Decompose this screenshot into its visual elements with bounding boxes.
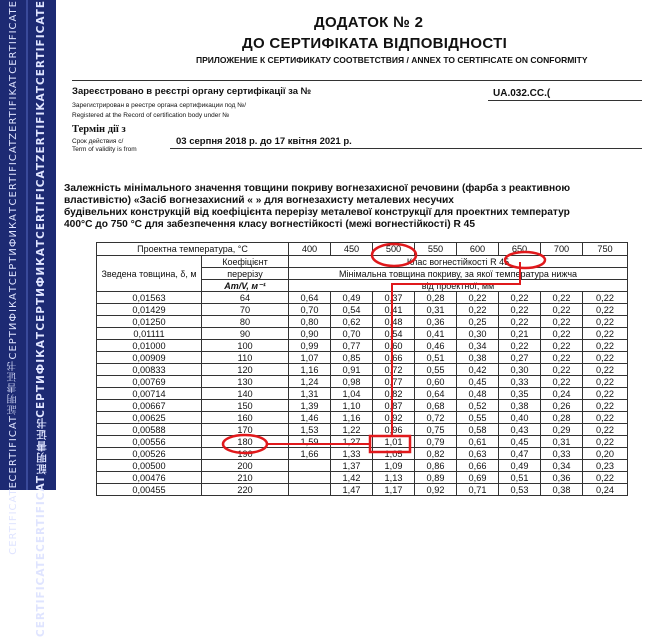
min-thickness-cell: 0,27 — [499, 352, 541, 364]
min-thickness-cell: 0,77 — [373, 376, 415, 388]
watermark-text: CERTIFICAT — [35, 162, 47, 239]
thickness-cell: 0,00455 — [97, 484, 202, 496]
min-thickness-cell: 0,34 — [457, 340, 499, 352]
fire-class-header: Клас вогнестійкості R 45 — [289, 256, 628, 268]
min-thickness-cell: 0,41 — [373, 304, 415, 316]
min-thickness-cell: 0,60 — [373, 340, 415, 352]
min-thickness-cell: 0,70 — [331, 328, 373, 340]
registration-label-en: Registered at the Record of certification body under № — [72, 112, 230, 119]
term-label-ru: Срок действия с/ — [72, 138, 124, 145]
watermark-text: 証明書 — [7, 381, 19, 415]
min-thickness-cell: 0,66 — [373, 352, 415, 364]
min-thickness-cell: 0,53 — [499, 484, 541, 496]
thickness-cell: 0,01000 — [97, 340, 202, 352]
table-row — [97, 304, 628, 316]
min-thickness-cell: 1,66 — [289, 448, 331, 460]
min-thickness-cell: 0,64 — [415, 388, 457, 400]
thickness-cell: 0,00909 — [97, 352, 202, 364]
table-row — [97, 328, 628, 340]
min-thickness-cell: 0,25 — [457, 316, 499, 328]
temp-cell: 750 — [583, 243, 628, 256]
min-thickness-cell: 1,22 — [331, 424, 373, 436]
min-thickness-cell: 0,33 — [541, 448, 583, 460]
min-thickness-cell: 0,55 — [457, 412, 499, 424]
min-thickness-cell: 0,35 — [499, 388, 541, 400]
min-thickness-cell: 0,30 — [499, 364, 541, 376]
thickness-cell: 0,01250 — [97, 316, 202, 328]
min-thickness-cell: 0,46 — [415, 340, 457, 352]
min-thickness-cell: 0,22 — [583, 412, 628, 424]
watermark-text: CERTIFICATE — [35, 551, 47, 637]
watermark-text: CERTIFICAT — [7, 414, 19, 481]
section-factor-header-1: Коефіцієнт — [202, 256, 289, 268]
section-factor-header-3: Am/V, м⁻¹ — [202, 280, 289, 292]
min-thickness-cell: 0,61 — [457, 436, 499, 448]
min-thickness-cell: 0,86 — [415, 460, 457, 472]
watermark-text: CERTIFICATE — [7, 0, 19, 74]
section-factor-cell: 210 — [202, 472, 289, 484]
min-thickness-cell: 0,22 — [499, 304, 541, 316]
min-thickness-cell: 0,22 — [583, 292, 628, 304]
annex-subtitle: ДО СЕРТИФІКАТА ВІДПОВІДНОСТІ — [242, 35, 508, 52]
min-thickness-cell: 0,51 — [415, 352, 457, 364]
registration-label-ua: Зареєстровано в реєстрі органу сертифікації за № — [72, 86, 312, 97]
thickness-table — [96, 242, 628, 496]
term-label-ua: Термін дії з — [72, 124, 126, 135]
min-thickness-cell: 0,92 — [415, 484, 457, 496]
min-thickness-cell: 0,69 — [457, 472, 499, 484]
min-thickness-cell: 0,77 — [331, 340, 373, 352]
min-thickness-cell: 0,52 — [457, 400, 499, 412]
min-thickness-cell: 1,05 — [373, 448, 415, 460]
min-thickness-cell: 0,99 — [289, 340, 331, 352]
min-thickness-cell: 0,22 — [583, 400, 628, 412]
section-factor-cell: 64 — [202, 292, 289, 304]
watermark-text: ZERTIFIKAT — [7, 73, 19, 140]
min-thickness-cell — [289, 484, 331, 496]
section-factor-cell: 100 — [202, 340, 289, 352]
min-thickness-cell: 1,16 — [289, 364, 331, 376]
thickness-cell: 0,00526 — [97, 448, 202, 460]
annex-translation: ПРИЛОЖЕНИЕ К СЕРТИФИКАТУ СООТВЕТСТВИЯ / ANNEX TO CERTIFICATE ON CONFORMITY — [196, 55, 588, 65]
table-row — [97, 376, 628, 388]
section-factor-cell: 220 — [202, 484, 289, 496]
min-thickness-cell: 0,22 — [457, 304, 499, 316]
min-thickness-cell: 0,22 — [541, 316, 583, 328]
temperature-label: Проектна температура, °С — [97, 243, 289, 256]
min-thickness-cell: 0,22 — [541, 352, 583, 364]
min-thickness-cell: 0,29 — [541, 424, 583, 436]
section-factor-header-2: перерізу — [202, 268, 289, 280]
min-thickness-cell: 0,22 — [583, 328, 628, 340]
annex-title: ДОДАТОК № 2 — [314, 14, 424, 31]
min-thickness-cell: 1,39 — [289, 400, 331, 412]
min-thickness-cell: 1,07 — [289, 352, 331, 364]
min-thickness-cell: 0,98 — [331, 376, 373, 388]
table-row — [97, 340, 628, 352]
min-thickness-cell: 1,01 — [373, 436, 415, 448]
min-thickness-cell: 0,40 — [499, 412, 541, 424]
min-thickness-cell: 0,72 — [415, 412, 457, 424]
temp-cell: 600 — [457, 243, 499, 256]
watermark-text: СЕРТИФИКАТ — [35, 239, 47, 331]
min-thickness-cell: 0,48 — [457, 388, 499, 400]
temp-cell: 650 — [499, 243, 541, 256]
section-factor-cell: 190 — [202, 448, 289, 460]
rule-regnum — [488, 100, 642, 101]
min-thickness-cell: 0,89 — [415, 472, 457, 484]
min-thickness-cell: 0,72 — [373, 364, 415, 376]
temp-cell: 450 — [331, 243, 373, 256]
min-thickness-cell: 0,92 — [373, 412, 415, 424]
strip-divider — [26, 0, 28, 490]
min-thickness-cell: 0,22 — [583, 424, 628, 436]
section-factor-cell: 70 — [202, 304, 289, 316]
min-thickness-cell: 0,71 — [457, 484, 499, 496]
description-paragraph — [64, 183, 662, 231]
min-thickness-cell: 0,79 — [415, 436, 457, 448]
section-factor-cell: 110 — [202, 352, 289, 364]
watermark-text: CERTIFICATE — [35, 0, 47, 85]
min-thickness-cell: 0,62 — [331, 316, 373, 328]
min-thickness-cell: 0,45 — [457, 376, 499, 388]
min-thickness-cell: 0,54 — [373, 328, 415, 340]
paragraph-line: властивістю) «Засіб вогнезахисний « » для вогнезахисту металевих несучих — [64, 195, 454, 206]
min-thickness-cell: 1,13 — [373, 472, 415, 484]
min-thickness-cell: 0,22 — [499, 316, 541, 328]
section-factor-cell: 170 — [202, 424, 289, 436]
table-row — [97, 412, 628, 424]
paragraph-line: будівельних конструкцій від коефіцієнта перерізу металевої конструкції для проектних температур — [64, 207, 570, 218]
min-thickness-cell: 0,36 — [541, 472, 583, 484]
min-thickness-cell: 1,33 — [331, 448, 373, 460]
temp-cell: 550 — [415, 243, 457, 256]
min-thickness-cell: 1,37 — [331, 460, 373, 472]
section-factor-cell: 200 — [202, 460, 289, 472]
min-thickness-cell: 0,30 — [457, 328, 499, 340]
min-thickness-cell: 0,38 — [457, 352, 499, 364]
min-thickness-cell: 0,38 — [541, 484, 583, 496]
thickness-cell: 0,01111 — [97, 328, 202, 340]
min-thickness-cell: 0,20 — [583, 448, 628, 460]
min-thickness-cell: 0,22 — [583, 436, 628, 448]
min-thickness-cell: 0,22 — [541, 304, 583, 316]
min-thickness-cell: 0,22 — [499, 340, 541, 352]
section-factor-cell: 130 — [202, 376, 289, 388]
rule-term — [170, 148, 642, 149]
table-row — [97, 472, 628, 484]
min-thickness-cell: 0,31 — [541, 436, 583, 448]
watermark-text: СЕРТИФИКАТ — [7, 205, 19, 285]
min-thickness-cell: 0,60 — [415, 376, 457, 388]
min-thickness-cell: 1,24 — [289, 376, 331, 388]
min-thickness-cell: 0,22 — [541, 364, 583, 376]
min-thickness-cell: 1,42 — [331, 472, 373, 484]
watermark-text: 証明書 — [35, 440, 48, 475]
table-row — [97, 484, 628, 496]
temp-cell: 500 — [373, 243, 415, 256]
table-row — [97, 352, 628, 364]
table-row — [97, 448, 628, 460]
min-thickness-cell: 0,41 — [415, 328, 457, 340]
section-factor-cell: 180 — [202, 436, 289, 448]
min-thickness-cell: 0,26 — [541, 400, 583, 412]
paragraph-line: Залежність мінімального значення товщини покриву вогнезахисної речовини (фарба з реактивною — [64, 183, 571, 194]
table-row — [97, 400, 628, 412]
min-thickness-cell: 1,10 — [331, 400, 373, 412]
min-thickness-cell: 0,22 — [541, 328, 583, 340]
rule-top — [72, 80, 642, 81]
section-factor-cell: 160 — [202, 412, 289, 424]
table-row — [97, 460, 628, 472]
min-thickness-cell: 0,28 — [415, 292, 457, 304]
watermark-text: CERTIFICATE — [7, 480, 19, 555]
min-thickness-cell: 0,58 — [457, 424, 499, 436]
min-thickness-cell: 0,43 — [499, 424, 541, 436]
min-thickness-cell: 0,21 — [499, 328, 541, 340]
thickness-cell: 0,00769 — [97, 376, 202, 388]
min-thickness-cell: 0,96 — [373, 424, 415, 436]
thickness-header: Зведена товщина, δ, м — [97, 256, 202, 292]
min-thickness-cell: 0,75 — [415, 424, 457, 436]
section-factor-cell: 120 — [202, 364, 289, 376]
min-thickness-cell: 0,22 — [583, 304, 628, 316]
thickness-cell: 0,01429 — [97, 304, 202, 316]
min-thickness-cell: 1,47 — [331, 484, 373, 496]
min-thickness-cell: 0,80 — [289, 316, 331, 328]
temp-cell: 400 — [289, 243, 331, 256]
min-thickness-cell: 0,33 — [499, 376, 541, 388]
section-factor-cell: 150 — [202, 400, 289, 412]
watermark-text: ZERTIFIKAT — [35, 85, 47, 163]
min-thickness-cell: 0,45 — [499, 436, 541, 448]
section-factor-cell: 90 — [202, 328, 289, 340]
min-thickness-cell: 1,46 — [289, 412, 331, 424]
min-thickness-cell: 0,70 — [289, 304, 331, 316]
min-thickness-cell: 0,66 — [457, 460, 499, 472]
watermark-text: CERTIFICAT — [35, 474, 47, 552]
min-thickness-cell: 1,53 — [289, 424, 331, 436]
min-thickness-cell: 0,24 — [583, 484, 628, 496]
min-thickness-cell: 0,85 — [331, 352, 373, 364]
min-thickness-cell: 0,82 — [373, 388, 415, 400]
paragraph-line: 400°С до 750 °С для забезпечення класу вогнестійкості (межі вогнестійкості) R 45 — [64, 219, 475, 230]
section-factor-cell: 140 — [202, 388, 289, 400]
min-thickness-cell: 0,24 — [541, 388, 583, 400]
min-thickness-cell: 0,31 — [415, 304, 457, 316]
table-row — [97, 424, 628, 436]
thickness-cell: 0,00588 — [97, 424, 202, 436]
registration-label-ru: Зарегистрирован в реестре органа сертификации под №/ — [72, 102, 247, 109]
table-row — [97, 388, 628, 400]
min-thickness-cell: 0,22 — [583, 364, 628, 376]
watermark-text: СЕРТИФІКАТ — [7, 284, 19, 360]
min-thickness-cell: 0,22 — [457, 292, 499, 304]
min-thickness-cell: 0,63 — [457, 448, 499, 460]
min-thickness-cell: 0,22 — [583, 376, 628, 388]
min-thickness-cell: 0,22 — [583, 352, 628, 364]
min-thickness-cell: 0,55 — [415, 364, 457, 376]
min-thickness-cell: 0,36 — [415, 316, 457, 328]
document-page — [58, 0, 656, 495]
registration-number: UA.032.CC.( — [493, 88, 551, 99]
thickness-cell: 0,00556 — [97, 436, 202, 448]
min-thickness-cell: 0,42 — [457, 364, 499, 376]
table-row — [97, 316, 628, 328]
min-thickness-header-1: Мінімальна товщина покриву, за якої температура нижча — [289, 268, 628, 280]
min-thickness-cell: 0,48 — [373, 316, 415, 328]
min-thickness-cell: 0,37 — [373, 292, 415, 304]
min-thickness-cell: 0,22 — [583, 316, 628, 328]
min-thickness-cell: 1,16 — [331, 412, 373, 424]
watermark-column-right — [30, 0, 52, 637]
min-thickness-cell: 0,22 — [499, 292, 541, 304]
min-thickness-cell: 0,91 — [331, 364, 373, 376]
min-thickness-cell: 0,22 — [583, 388, 628, 400]
header-row — [97, 256, 628, 268]
section-factor-cell: 80 — [202, 316, 289, 328]
min-thickness-cell: 1,59 — [289, 436, 331, 448]
min-thickness-cell: 0,22 — [541, 376, 583, 388]
min-thickness-cell: 1,04 — [331, 388, 373, 400]
min-thickness-cell: 1,17 — [373, 484, 415, 496]
min-thickness-cell: 1,27 — [331, 436, 373, 448]
min-thickness-cell: 1,31 — [289, 388, 331, 400]
watermark-text: СЕРТИФІКАТ — [35, 330, 47, 418]
thickness-cell: 0,00833 — [97, 364, 202, 376]
watermark-text: 证书 — [35, 417, 48, 441]
watermark-column-left — [2, 0, 24, 555]
min-thickness-cell: 0,49 — [499, 460, 541, 472]
min-thickness-cell: 0,22 — [541, 340, 583, 352]
min-thickness-cell: 0,90 — [289, 328, 331, 340]
thickness-cell: 0,01563 — [97, 292, 202, 304]
table-row — [97, 436, 628, 448]
min-thickness-cell: 0,34 — [541, 460, 583, 472]
min-thickness-header-2: від проектної, мм — [289, 280, 628, 292]
min-thickness-cell: 0,49 — [331, 292, 373, 304]
term-label-en: Term of validity is from — [72, 146, 137, 153]
min-thickness-cell: 0,22 — [583, 340, 628, 352]
min-thickness-cell: 0,87 — [373, 400, 415, 412]
min-thickness-cell: 0,54 — [331, 304, 373, 316]
min-thickness-cell: 0,47 — [499, 448, 541, 460]
table-row — [97, 292, 628, 304]
watermark-text: CERTIFICAT — [7, 139, 19, 206]
min-thickness-cell: 0,51 — [499, 472, 541, 484]
min-thickness-cell: 0,64 — [289, 292, 331, 304]
thickness-cell: 0,00476 — [97, 472, 202, 484]
table-row — [97, 364, 628, 376]
min-thickness-cell: 0,22 — [583, 472, 628, 484]
watermark-text: 证书 — [7, 359, 19, 382]
min-thickness-cell: 0,82 — [415, 448, 457, 460]
min-thickness-cell: 0,38 — [499, 400, 541, 412]
thickness-cell: 0,00500 — [97, 460, 202, 472]
thickness-cell: 0,00625 — [97, 412, 202, 424]
thickness-cell: 0,00714 — [97, 388, 202, 400]
min-thickness-cell — [289, 472, 331, 484]
min-thickness-cell — [289, 460, 331, 472]
thickness-cell: 0,00667 — [97, 400, 202, 412]
min-thickness-cell: 0,23 — [583, 460, 628, 472]
temp-cell: 700 — [541, 243, 583, 256]
min-thickness-cell: 0,68 — [415, 400, 457, 412]
certificate-watermark-strip — [0, 0, 56, 637]
temperature-row — [97, 243, 628, 256]
term-value: 03 серпня 2018 р. до 17 квітня 2021 р. — [176, 136, 352, 147]
min-thickness-cell: 0,22 — [541, 292, 583, 304]
min-thickness-cell: 1,09 — [373, 460, 415, 472]
min-thickness-cell: 0,28 — [541, 412, 583, 424]
